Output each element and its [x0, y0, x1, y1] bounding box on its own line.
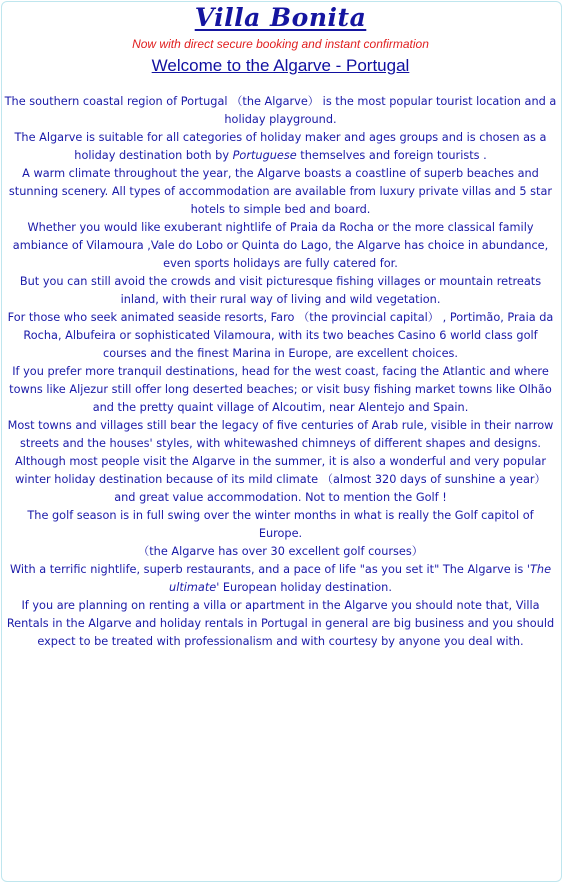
- main-content: [4, 4, 557, 651]
- paragraph: [4, 129, 557, 165]
- site-title: Villa Bonita: [194, 3, 367, 32]
- paragraph: If you prefer more tranquil destinations, head for the west coast, facing the Atlantic and where towns like Aljezur still offer long deserted beaches; or visit busy fishing market towns like Olhão and the pretty quaint village of Alcoutim, near Alentejo and Spain.: [9, 365, 552, 414]
- welcome-heading: Welcome to the Algarve - Portugal: [151, 56, 410, 75]
- paragraph: Although most people visit the Algarve in the summer, it is also a wonderful and very popular winter holiday destination because of its mild climate （almost 320 days of sunshine a year） and great value accommodation. Not to mention the Golf !: [14, 455, 547, 504]
- paragraph: Whether you would like exuberant nightlife of Praia da Rocha or the more classical family ambiance of Vilamoura ,Vale do Lobo or Quinta do Lago, the Algarve has choice in abundance, even sports holidays are fully catered for.: [12, 221, 549, 270]
- paragraph: For those who seek animated seaside resorts, Faro （the provincial capital） , Portimão, Praia da Rocha, Albufeira or sophisticated Vilamoura, with its two beaches Casino 6 world class golf courses and the finest Marina in Europe, are excellent choices.: [7, 311, 554, 360]
- paragraph-text: themselves and foreign tourists .: [296, 149, 487, 162]
- paragraph: Most towns and villages still bear the legacy of five centuries of Arab rule, visible in their narrow streets and the houses' styles, with whitewashed chimneys of different shapes and designs.: [7, 419, 554, 450]
- paragraph: The southern coastal region of Portugal （the Algarve） is the most popular tourist location and a holiday playground.: [4, 95, 557, 126]
- paragraph: If you are planning on renting a villa or apartment in the Algarve you should note that, Villa Rentals in the Algarve and holiday rentals in Portugal in general are big business and you should expect to be treated with professionalism and with courtesy by anyone you deal with.: [6, 599, 555, 648]
- paragraph: [4, 561, 557, 597]
- paragraph-text: European holiday destination.: [219, 581, 392, 594]
- paragraph: The golf season is in full swing over the winter months in what is really the Golf capitol of Europe.: [27, 509, 534, 540]
- paragraph-text: The Algarve is suitable for all categories of holiday maker and ages groups and is chosen as a holiday destination both by: [14, 131, 547, 162]
- emphasis-text: 'The ultimate': [169, 563, 552, 594]
- paragraph: （the Algarve has over 30 excellent golf courses）: [137, 545, 424, 558]
- paragraph-text: With a terrific nightlife, superb restaurants, and a pace of life "as you set it" The Algarve is: [9, 563, 527, 576]
- paragraph: A warm climate throughout the year, the Algarve boasts a coastline of superb beaches and stunning scenery. All types of accommodation are available from luxury private villas and 5 star hotels to simple bed and board.: [8, 167, 553, 216]
- tagline: Now with direct secure booking and instant confirmation: [132, 37, 429, 51]
- article-body: [4, 93, 557, 651]
- paragraph: But you can still avoid the crowds and visit picturesque fishing villages or mountain retreats inland, with their rural way of living and wild vegetation.: [19, 275, 542, 306]
- emphasis-text: Portuguese: [232, 149, 297, 162]
